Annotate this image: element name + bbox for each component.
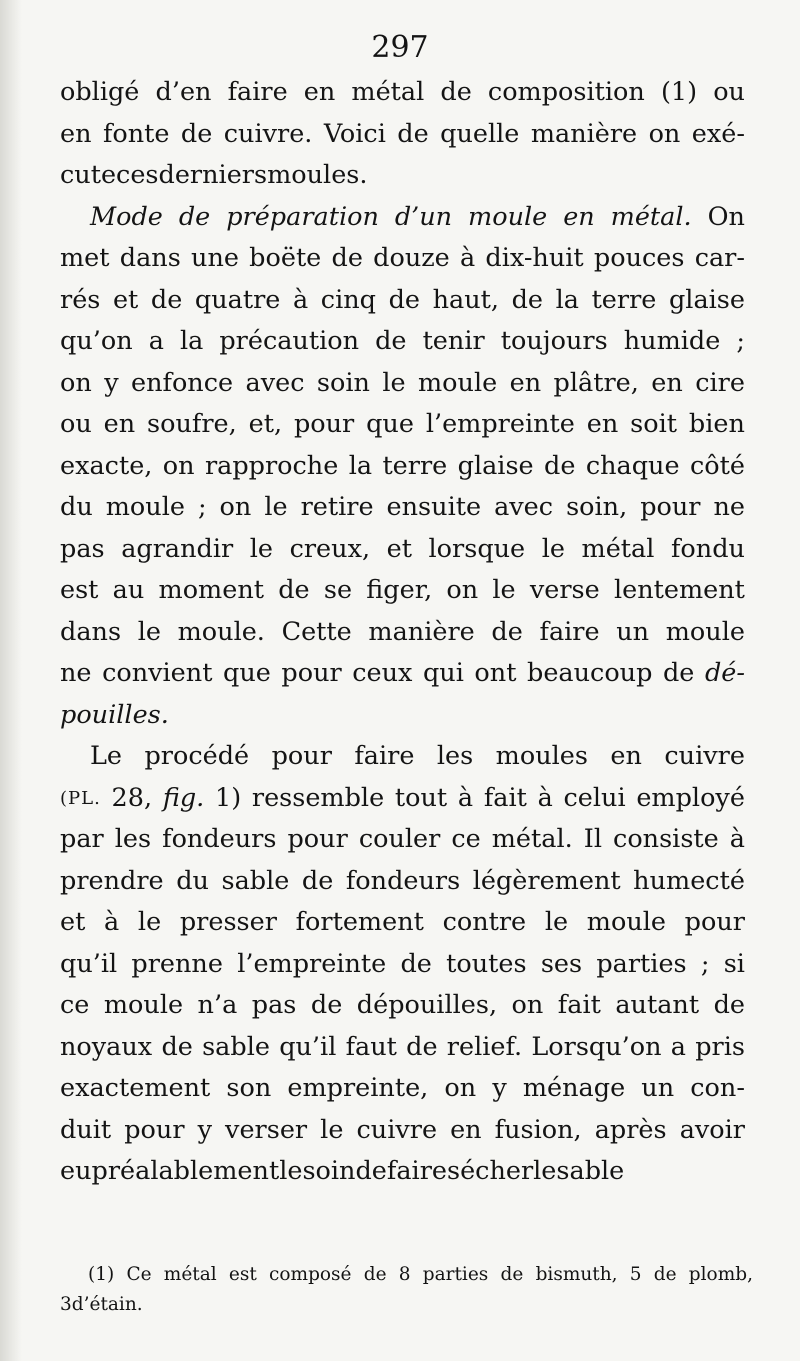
text-line: et à le presser fortement contre le moule pour [60, 907, 745, 937]
text-line: ou en soufre, et, pour que l’empreinte en soit bien [60, 409, 745, 439]
text-line: en fonte de cuivre. Voici de quelle manière on exé- [60, 118, 745, 149]
text-line: ne convient que pour ceux qui ont beaucoup de dé- [60, 658, 745, 688]
text-line: est au moment de se figer, on le verse lentement [60, 575, 745, 605]
text-line: Mode de préparation d’un moule en métal. On [90, 201, 745, 232]
text-line: rés et de quatre à cinq de haut, de la terre glaise [60, 284, 745, 315]
text-line: qu’on a la précaution de tenir toujours humide ; [60, 326, 745, 356]
text-line: exactement son empreinte, on y ménage un con- [60, 1073, 745, 1103]
text-line: Le procédé pour faire les moules en cuivre [90, 741, 745, 771]
text-line: eu préalablement le soin de faire sécher le sable [60, 1156, 625, 1186]
footnote-line: 3 d’étain. [60, 1294, 143, 1315]
text-line: prendre du sable de fondeurs légèrement humecté [60, 865, 745, 896]
page-edge-shadow [0, 0, 22, 1361]
text-line: cute ces derniers moules. [60, 160, 368, 190]
text-line: met dans une boëte de douze à dix-huit pouces car- [60, 243, 745, 273]
text-line: noyaux de sable qu’il faut de relief. Lorsqu’on a pris [60, 1031, 745, 1062]
text-line: du moule ; on le retire ensuite avec soin, pour ne [60, 492, 745, 522]
text-line: exacte, on rapproche la terre glaise de chaque côté [60, 450, 745, 481]
footnote-line: (1) Ce métal est composé de 8 parties de bismuth, 5 de plomb, [88, 1264, 753, 1285]
text-line: pouilles. [60, 699, 169, 730]
text-line: (PL. 28, fig. 1) ressemble tout à fait à celui employé [60, 782, 745, 813]
text-line: on y enfonce avec soin le moule en plâtre, en cire [60, 367, 745, 398]
text-line: par les fondeurs pour couler ce métal. Il consiste à [60, 824, 745, 854]
text-line: obligé d’en faire en métal de composition (1) ou [60, 77, 745, 107]
text-line: dans le moule. Cette manière de faire un moule [60, 616, 745, 647]
body-text [60, 72, 745, 1193]
page-number: 297 [371, 30, 429, 65]
text-line: qu’il prenne l’empreinte de toutes ses parties ; si [60, 948, 745, 979]
text-line: duit pour y verser le cuivre en fusion, après avoir [60, 1114, 745, 1145]
text-line: pas agrandir le creux, et lorsque le métal fondu [60, 533, 745, 564]
text-line: ce moule n’a pas de dépouilles, on fait autant de [60, 990, 745, 1020]
footnotes [60, 1260, 753, 1320]
